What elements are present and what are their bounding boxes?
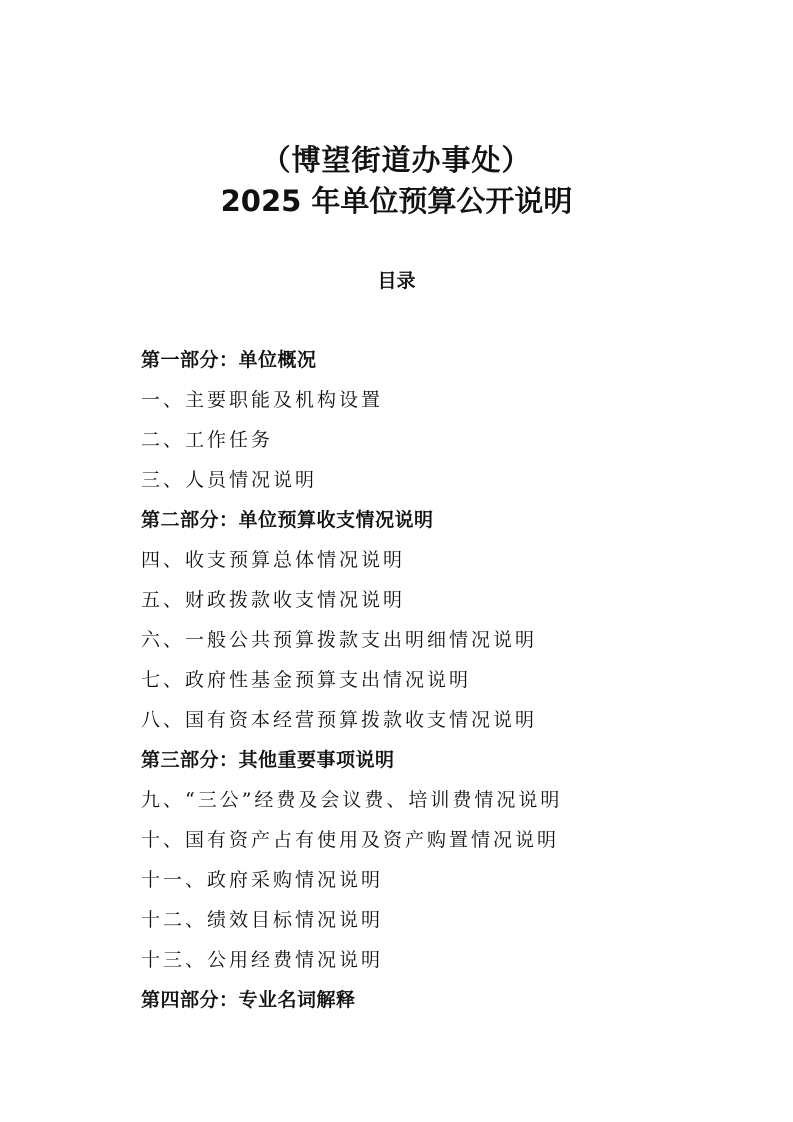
toc-part-heading: 第一部分：单位概况 — [141, 349, 317, 371]
toc-item: 三、人员情况说明 — [141, 469, 318, 491]
toc-heading: 目录 — [377, 270, 416, 292]
toc-item: 十、国有资产占有使用及资产购置情况说明 — [141, 829, 560, 851]
toc-item: 十二、绩效目标情况说明 — [141, 909, 384, 931]
table-of-contents — [141, 340, 741, 1020]
toc-part-heading: 第三部分：其他重要事项说明 — [141, 749, 395, 771]
toc-part-heading: 第四部分：专业名词解释 — [141, 989, 356, 1011]
toc-item: 二、工作任务 — [141, 429, 274, 451]
document-title-unit: （博望街道办事处） — [261, 143, 532, 177]
toc-item: 八、国有资本经营预算拨款收支情况说明 — [141, 709, 538, 731]
toc-item: 六、一般公共预算拨款支出明细情况说明 — [141, 629, 538, 651]
toc-item: 一、主要职能及机构设置 — [141, 389, 384, 411]
toc-item: 七、政府性基金预算支出情况说明 — [141, 669, 472, 691]
toc-item: 九、“三公”经费及会议费、培训费情况说明 — [141, 789, 563, 811]
toc-item: 十一、政府采购情况说明 — [141, 869, 384, 891]
document-title-main: 2025 年单位预算公开说明 — [220, 184, 573, 218]
toc-item: 四、收支预算总体情况说明 — [141, 549, 406, 571]
toc-item: 十三、公用经费情况说明 — [141, 949, 384, 971]
toc-part-heading: 第二部分：单位预算收支情况说明 — [141, 509, 434, 531]
toc-item: 五、财政拨款收支情况说明 — [141, 589, 406, 611]
